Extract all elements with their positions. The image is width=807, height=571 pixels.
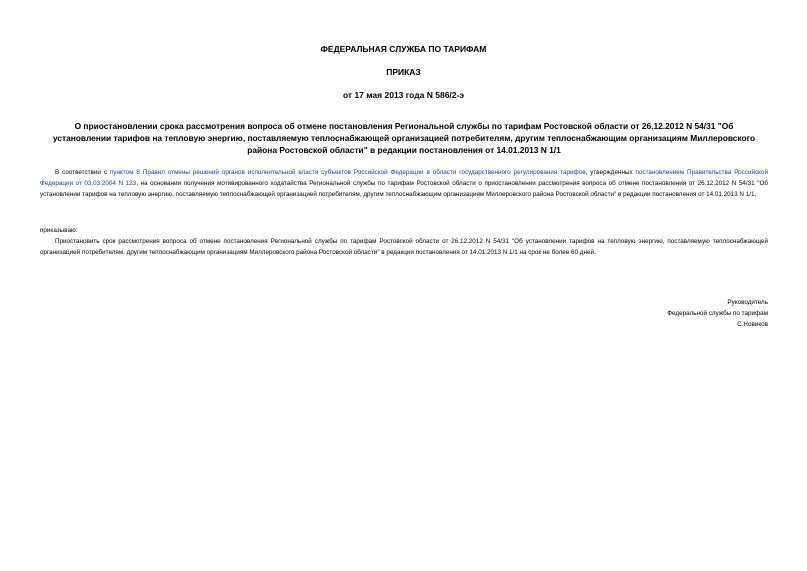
decision-paragraph: Приостановить срок рассмотрения вопроса об отмене постановления Региональной службы по тарифам Ростовской области от 26.12.2012 N 54/31 "Об установлении тарифов на тепловую энергию, поставляемую теплоснабжающей организацией потребителям, другим теплоснабжающим организациям Миллеровского района Ростовской области" в редакции постановления от 14.01.2013 N 1/1 на срок не более 60 дней.: [40, 238, 768, 256]
order-word: приказываю:: [40, 227, 78, 234]
preamble-text-1: В соответствии с: [55, 169, 110, 176]
agency-name: ФЕДЕРАЛЬНАЯ СЛУЖБА ПО ТАРИФАМ: [320, 44, 487, 54]
preamble-paragraph: [40, 167, 768, 200]
rules-link[interactable]: пунктом 8 Правил отмены решений органов исполнительной власти субъектов Российской Федерации в области государственного регулирования тарифов: [109, 169, 586, 176]
document-type: ПРИКАЗ: [386, 67, 421, 77]
government-resolution-link[interactable]: постановлением Правительства Российской Федерации от 03.03.2004 N 123: [40, 169, 769, 187]
signer-name: С.Новиков: [737, 321, 768, 328]
document-date-number: от 17 мая 2013 года N 586/2-э: [342, 90, 465, 100]
preamble-text-3: , на основании получения мотивированного ходатайства Региональной службы по тарифам Ростовской области о приостановлении рассмотрения вопроса об отмене постановления от 26.12.2012 N 54/31 "Об установлении тарифов на тепловую энергию, поставляемую теплоснабжающей организацией потребителям, другим теплоснабжающим организациям Миллеровского района Ростовской области" в редакции постановления от 14.01.2013 N 1/1,: [40, 180, 768, 198]
preamble-text-2: , утвержденных: [585, 169, 636, 176]
document-title: О приостановлении срока рассмотрения вопроса об отмене постановления Региональной службы по тарифам Ростовской области от 26.12.2012 N 54/31 "Об установлении тарифов на тепловую энергию, поставляемую теплоснабжающей организацией потребителям, другим теплоснабжающим организациям Миллеровского района Ростовской области" в редакции постановления от 14.01.2013 N 1/1: [52, 121, 756, 155]
signer-title: Руководитель: [727, 299, 768, 306]
signer-organization: Федеральной службы по тарифам: [667, 310, 768, 317]
